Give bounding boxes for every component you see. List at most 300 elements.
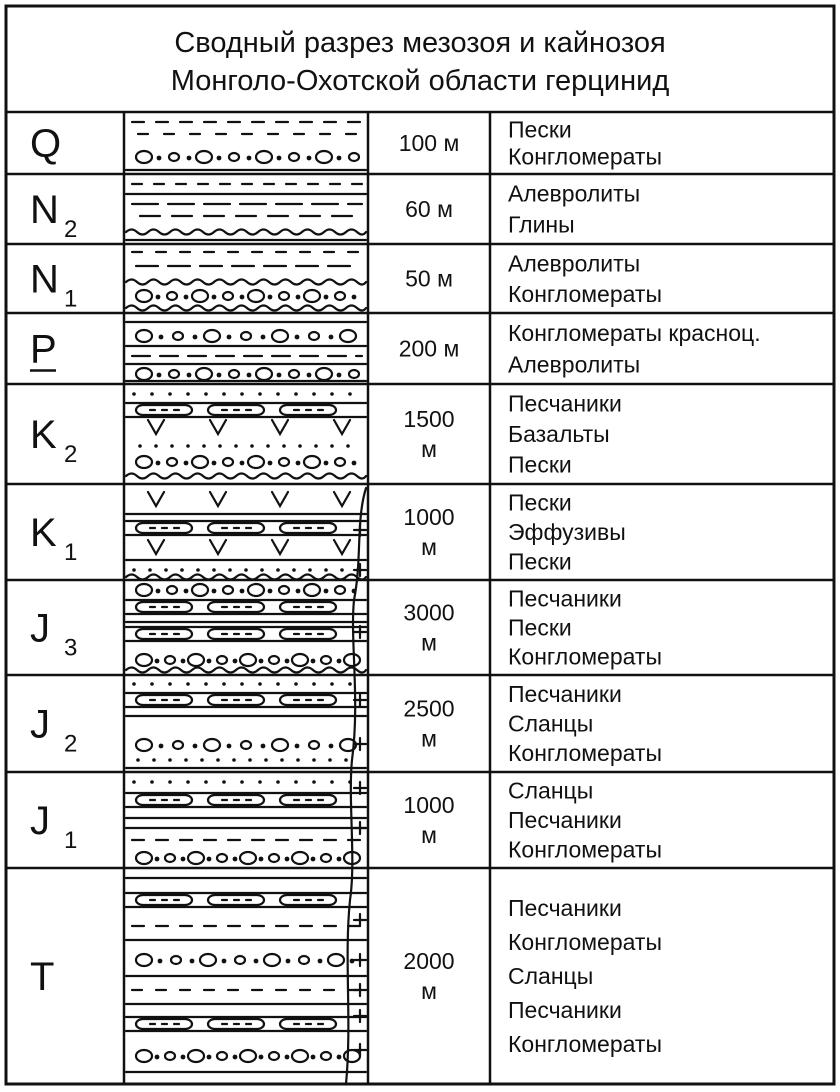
unconformity-wave: [126, 668, 366, 673]
sand-dot: [276, 568, 280, 572]
rock-type-label: Алевролиты: [508, 180, 641, 207]
pebble-dot: [285, 857, 290, 862]
sand-dot: [328, 758, 332, 762]
volcanic-v: [148, 420, 164, 434]
pebble: [272, 739, 288, 751]
pebble-dot: [157, 373, 162, 378]
sand-dot: [340, 568, 344, 572]
sand-dot: [346, 444, 350, 448]
pebble-dot: [329, 335, 334, 340]
age-index-subscript: 2: [64, 441, 78, 468]
pebble-dot: [259, 857, 264, 862]
rock-type-label: Конгломераты: [508, 1031, 662, 1057]
pebble: [321, 656, 331, 664]
pebble-dot: [207, 857, 212, 862]
sand-dot: [232, 758, 236, 762]
thickness-value: 200 м: [398, 335, 460, 362]
unconformity-wave: [126, 474, 366, 479]
pebble: [223, 586, 233, 594]
pebble: [240, 654, 256, 666]
sand-dot: [186, 780, 190, 784]
pebble-dot: [352, 295, 357, 300]
pebble: [136, 954, 152, 966]
pebble-dot: [156, 295, 161, 300]
pebble: [279, 586, 289, 594]
sand-dot: [296, 758, 300, 762]
pebble-dot: [324, 589, 329, 594]
pebble: [289, 153, 299, 161]
rock-type-column: [508, 117, 761, 1058]
sand-dot: [168, 682, 172, 686]
sand-dot: [258, 682, 262, 686]
pebble: [136, 456, 152, 468]
pebble-dot: [247, 373, 252, 378]
pebble: [321, 854, 331, 862]
pebble: [165, 1052, 175, 1060]
pebble-dot: [155, 659, 160, 664]
pebble-dot: [268, 589, 273, 594]
rock-type-label: Конгломераты: [508, 643, 662, 670]
pebble: [256, 368, 272, 380]
pebble: [192, 456, 208, 468]
pebble: [292, 1050, 308, 1062]
rock-type-label: Песчаники: [508, 997, 622, 1023]
pebble: [349, 370, 359, 378]
pebble-dot: [324, 295, 329, 300]
title-line-1: Сводный разрез мезозоя и кайнозоя: [174, 27, 666, 59]
pebble-dot: [324, 461, 329, 466]
thickness-value: м: [421, 629, 437, 656]
pebble: [241, 332, 251, 340]
sand-dot: [258, 392, 262, 396]
pebble-dot: [268, 295, 273, 300]
sand-dot: [276, 392, 280, 396]
sand-dot: [222, 392, 226, 396]
thickness-value: м: [421, 822, 437, 848]
unconformity-wave: [126, 280, 366, 285]
pebble-dot: [184, 589, 189, 594]
sand-dot: [258, 780, 262, 784]
pebble: [223, 458, 233, 466]
sand-dot: [276, 780, 280, 784]
pebble: [279, 458, 289, 466]
volcanic-v: [272, 420, 288, 434]
pebble-dot: [311, 857, 316, 862]
sand-dot: [200, 758, 204, 762]
pebble: [217, 1052, 227, 1060]
age-index-symbol: Q: [30, 122, 62, 166]
pebble: [248, 584, 264, 596]
thickness-value: 2000: [403, 948, 455, 974]
sand-dot: [132, 392, 136, 396]
thickness-value: 60 м: [405, 196, 453, 222]
pebble-dot: [184, 461, 189, 466]
title-line-2: Монголо-Охотской области герцинид: [170, 65, 670, 97]
sand-dot: [330, 392, 334, 396]
pebble: [248, 290, 264, 302]
pebble: [328, 954, 344, 966]
pebble: [136, 330, 152, 342]
sand-dot: [152, 758, 156, 762]
sand-dot: [248, 758, 252, 762]
sand-dot: [170, 444, 174, 448]
pebble: [335, 458, 345, 466]
volcanic-v: [334, 420, 350, 434]
pebble-dot: [181, 857, 186, 862]
thickness-value: 2500: [403, 695, 455, 722]
rock-type-label: Сланцы: [508, 963, 594, 989]
pebble: [304, 290, 320, 302]
pebble-dot: [318, 959, 323, 964]
sand-dot: [202, 444, 206, 448]
sand-dot: [312, 780, 316, 784]
age-index-symbol: K: [30, 511, 57, 555]
sand-dot: [222, 780, 226, 784]
sand-dot: [216, 758, 220, 762]
pebble-dot: [155, 1055, 160, 1060]
rock-type-label: Пески: [508, 614, 572, 641]
pebble: [292, 852, 308, 864]
unconformity-wave: [126, 306, 366, 311]
pebble-dot: [240, 589, 245, 594]
rock-type-label: Песчаники: [508, 585, 622, 612]
pebble-dot: [222, 959, 227, 964]
sand-dot: [348, 392, 352, 396]
age-index-subscript: 1: [64, 285, 78, 313]
pebble-dot: [181, 1055, 186, 1060]
sand-dot: [264, 758, 268, 762]
pebble-dot: [212, 295, 217, 300]
pebble-dot: [254, 959, 259, 964]
rock-type-label: Эффузивы: [508, 519, 626, 545]
sand-dot: [294, 682, 298, 686]
age-index-subscript: 3: [64, 634, 78, 662]
sand-dot: [150, 392, 154, 396]
pebble: [136, 739, 152, 751]
age-index-symbol: T: [30, 955, 55, 999]
pebble: [335, 586, 345, 594]
pebble: [196, 368, 212, 380]
pebble: [279, 292, 289, 300]
rock-type-label: Пески: [508, 116, 572, 143]
pebble-dot: [227, 335, 232, 340]
sand-dot: [324, 568, 328, 572]
pebble-dot: [296, 295, 301, 300]
age-index-symbol: J: [30, 799, 50, 843]
rock-type-label: Конгломераты: [508, 836, 662, 863]
sand-dot: [168, 758, 172, 762]
pebble-dot: [259, 659, 264, 664]
pebble-dot: [352, 461, 357, 466]
pebble-dot: [307, 156, 312, 161]
pebble: [165, 854, 175, 862]
sand-dot: [228, 568, 232, 572]
sand-dot: [222, 682, 226, 686]
pebble-dot: [212, 461, 217, 466]
age-index-subscript: 1: [64, 539, 78, 566]
pebble: [204, 739, 220, 751]
pebble-dot: [193, 744, 198, 749]
sand-dot: [240, 780, 244, 784]
pebble-dot: [227, 744, 232, 749]
pebble: [165, 656, 175, 664]
rock-type-label: Песчаники: [508, 807, 622, 833]
volcanic-v: [148, 492, 164, 506]
pebble: [136, 654, 152, 666]
pebble: [192, 584, 208, 596]
age-index-subscript: 2: [64, 730, 78, 758]
sand-dot: [148, 568, 152, 572]
sand-dot: [186, 444, 190, 448]
volcanic-v: [210, 420, 226, 434]
sand-dot: [234, 444, 238, 448]
pebble: [136, 290, 152, 302]
outer-frame: [6, 6, 834, 1084]
sand-dot: [204, 392, 208, 396]
pebble: [321, 1052, 331, 1060]
age-index-symbol: K: [30, 413, 57, 457]
thickness-value: м: [421, 978, 437, 1004]
pebble-dot: [159, 335, 164, 340]
pebble: [349, 153, 359, 161]
lithology-column: [126, 122, 366, 1084]
volcanic-v: [210, 492, 226, 506]
pebble: [217, 854, 227, 862]
pebble-dot: [296, 461, 301, 466]
sand-dot: [150, 780, 154, 784]
sand-dot: [186, 392, 190, 396]
thickness-value: м: [421, 725, 437, 752]
rock-type-label: Конгломераты красноц.: [508, 319, 761, 346]
sand-dot: [168, 392, 172, 396]
sand-dot: [344, 758, 348, 762]
pebble: [229, 153, 239, 161]
sand-dot: [164, 568, 168, 572]
pebble-dot: [157, 156, 162, 161]
pebble: [240, 1050, 256, 1062]
sand-dot: [294, 392, 298, 396]
sand-dot: [298, 444, 302, 448]
pebble-dot: [285, 659, 290, 664]
sand-dot: [186, 682, 190, 686]
volcanic-v: [272, 540, 288, 554]
pebble: [217, 656, 227, 664]
pebble-dot: [207, 659, 212, 664]
sand-dot: [250, 444, 254, 448]
pebble: [240, 852, 256, 864]
sand-dot: [240, 682, 244, 686]
pebble-dot: [295, 744, 300, 749]
pebble-dot: [155, 857, 160, 862]
pebble: [235, 956, 245, 964]
sand-dot: [132, 682, 136, 686]
sand-dot: [312, 758, 316, 762]
pebble: [229, 370, 239, 378]
pebble-dot: [233, 857, 238, 862]
pebble: [200, 954, 216, 966]
pebble: [171, 956, 181, 964]
sand-dot: [312, 682, 316, 686]
pebble-dot: [233, 1055, 238, 1060]
pebble-dot: [207, 1055, 212, 1060]
sand-dot: [154, 444, 158, 448]
pebble: [292, 654, 308, 666]
pebble: [264, 954, 280, 966]
pebble: [256, 151, 272, 163]
pebble: [173, 741, 183, 749]
rock-type-label: Конгломераты: [508, 740, 662, 767]
sand-dot: [330, 444, 334, 448]
thickness-value: 1500: [403, 406, 455, 432]
rock-type-label: Песчаники: [508, 680, 622, 707]
intrusion-contact: [346, 488, 366, 1084]
sand-dot: [330, 780, 334, 784]
pebble: [196, 151, 212, 163]
pebble-dot: [311, 659, 316, 664]
volcanic-v: [334, 540, 350, 554]
sand-dot: [132, 568, 136, 572]
sand-dot: [280, 758, 284, 762]
sand-dot: [260, 568, 264, 572]
pebble: [167, 458, 177, 466]
sand-dot: [292, 568, 296, 572]
pebble: [188, 1050, 204, 1062]
rock-type-label: Алевролиты: [508, 351, 641, 378]
pebble-dot: [158, 959, 163, 964]
pebble: [241, 741, 251, 749]
pebble-dot: [217, 373, 222, 378]
thickness-value: м: [421, 534, 437, 560]
pebble-dot: [296, 589, 301, 594]
pebble: [309, 332, 319, 340]
pebble: [188, 654, 204, 666]
sand-dot: [204, 682, 208, 686]
pebble-dot: [159, 744, 164, 749]
pebble-dot: [337, 857, 342, 862]
age-index-symbol: N: [30, 188, 59, 232]
sand-dot: [308, 568, 312, 572]
rock-type-label: Пески: [508, 451, 572, 478]
rock-type-label: Пески: [508, 548, 572, 575]
pebble: [340, 330, 356, 342]
pebble: [223, 292, 233, 300]
pebble-dot: [156, 461, 161, 466]
age-index-symbol: J: [30, 606, 50, 651]
sand-dot: [136, 758, 140, 762]
sand-dot: [218, 444, 222, 448]
pebble-dot: [286, 959, 291, 964]
pebble: [269, 854, 279, 862]
pebble-dot: [233, 659, 238, 664]
pebble-dot: [337, 156, 342, 161]
rock-type-label: Конгломераты: [508, 929, 662, 955]
sand-dot: [348, 682, 352, 686]
volcanic-v: [272, 492, 288, 506]
sand-dot: [204, 780, 208, 784]
volcanic-v: [148, 540, 164, 554]
pebble: [173, 332, 183, 340]
pebble: [167, 292, 177, 300]
pebble: [316, 368, 332, 380]
pebble-dot: [285, 1055, 290, 1060]
thickness-value: 3000: [403, 599, 455, 626]
sand-dot: [282, 444, 286, 448]
unconformity-wave: [126, 230, 366, 235]
sand-dot: [312, 392, 316, 396]
sand-dot: [244, 568, 248, 572]
pebble-dot: [240, 461, 245, 466]
pebble-dot: [187, 156, 192, 161]
pebble: [272, 330, 288, 342]
pebble: [269, 1052, 279, 1060]
pebble-dot: [311, 1055, 316, 1060]
sand-dot: [196, 568, 200, 572]
sand-dot: [184, 758, 188, 762]
sand-dot: [294, 780, 298, 784]
pebble: [136, 1050, 152, 1062]
pebble-dot: [190, 959, 195, 964]
pebble-dot: [184, 295, 189, 300]
pebble: [269, 656, 279, 664]
thickness-column: [399, 130, 460, 1004]
pebble: [248, 456, 264, 468]
pebble: [192, 290, 208, 302]
sand-dot: [276, 682, 280, 686]
sand-dot: [132, 780, 136, 784]
pebble: [304, 584, 320, 596]
pebble-dot: [187, 373, 192, 378]
pebble: [344, 654, 360, 666]
pebble-dot: [181, 659, 186, 664]
sand-dot: [168, 780, 172, 784]
pebble-dot: [247, 156, 252, 161]
sand-dot: [212, 568, 216, 572]
pebble-dot: [268, 461, 273, 466]
thickness-value: 1000: [403, 792, 455, 818]
volcanic-v: [210, 540, 226, 554]
pebble: [136, 852, 152, 864]
thickness-value: 1000: [403, 504, 455, 530]
table-grid: [6, 6, 834, 1084]
pebble-dot: [337, 1055, 342, 1060]
rock-type-label: Базальты: [508, 421, 610, 447]
pebble: [299, 956, 309, 964]
volcanic-v: [334, 492, 350, 506]
rock-type-label: Сланцы: [508, 710, 594, 737]
pebble-dot: [193, 335, 198, 340]
pebble: [169, 153, 179, 161]
pebble-dot: [307, 373, 312, 378]
rock-type-label: Песчаники: [508, 390, 622, 417]
pebble-dot: [261, 335, 266, 340]
thickness-value: 100 м: [398, 130, 460, 156]
age-index-subscript: 1: [64, 827, 78, 854]
pebble-dot: [259, 1055, 264, 1060]
sand-dot: [330, 682, 334, 686]
sand-dot: [240, 392, 244, 396]
rock-type-label: Песчаники: [508, 895, 622, 921]
pebble: [344, 1050, 360, 1062]
age-index-symbol: J: [30, 702, 50, 747]
pebble: [335, 292, 345, 300]
pebble-dot: [156, 589, 161, 594]
pebble-dot: [295, 335, 300, 340]
rock-type-label: Сланцы: [508, 777, 594, 804]
pebble-dot: [217, 156, 222, 161]
pebble-dot: [277, 156, 282, 161]
rock-type-label: Глины: [508, 211, 575, 238]
thickness-value: 50 м: [405, 265, 453, 292]
